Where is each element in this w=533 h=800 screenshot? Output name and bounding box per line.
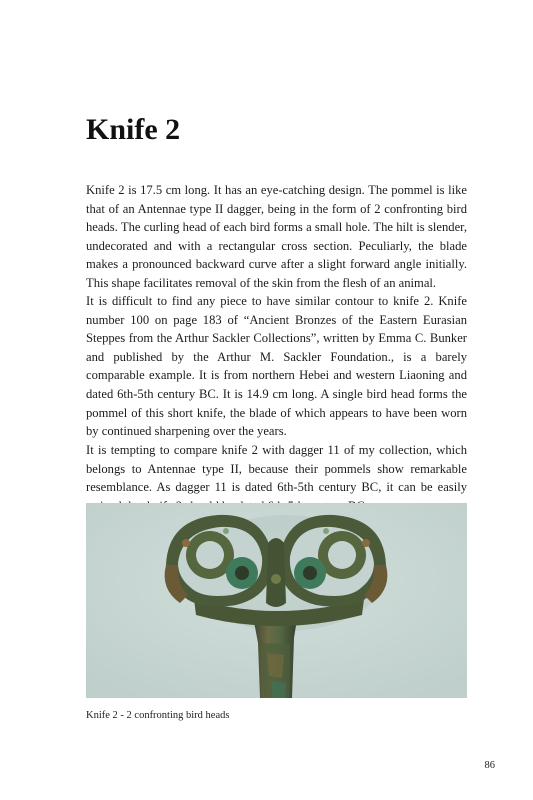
paragraph-2: It is difficult to find any piece to have similar contour to knife 2. Knife number 100 on page 183 of “Ancient Bronzes of the Eastern Eurasian Steppes from the Arthur Sackler Collections”, written by Emma C. Bunker and published by the Arthur M. Sackler Foundation., is a barely comparable example. It is from northern Hebei and western Liaoning and dated 6th-5th century BC. It is 14.9 cm long. A single bird head forms the pommel of this short knife, the blade of which appears to have been worn by continued sharpening over the years. [86, 294, 467, 439]
knife-pommel-illustration [86, 503, 467, 698]
knife-photo [86, 503, 467, 698]
page-title: Knife 2 [86, 113, 181, 146]
photo-caption: Knife 2 - 2 confronting bird heads [86, 710, 230, 721]
pommel-center [266, 538, 286, 607]
paragraph-3: It is tempting to compare knife 2 with dagger 11 of my collection, which belongs to Antennae type II, because their pommels show remarkable resemblance. As dagger 11 is dated 6th-5th century BC, it can be easily [86, 443, 467, 495]
paragraph-1: Knife 2 is 17.5 cm long. It has an eye-catching design. The pommel is like that of an Antennae type II dagger, being in the form of 2 confronting bird heads. The curling head of each bird forms a small hole. The hilt is slender, undecorated and with a rectangular cross section. Peculiarly, the blade makes a pronounced backward curve after a slight forward angle initially. This shape facilitates removal of the skin from the flesh of an animal. [86, 183, 467, 290]
page-number: 86 [484, 760, 495, 771]
